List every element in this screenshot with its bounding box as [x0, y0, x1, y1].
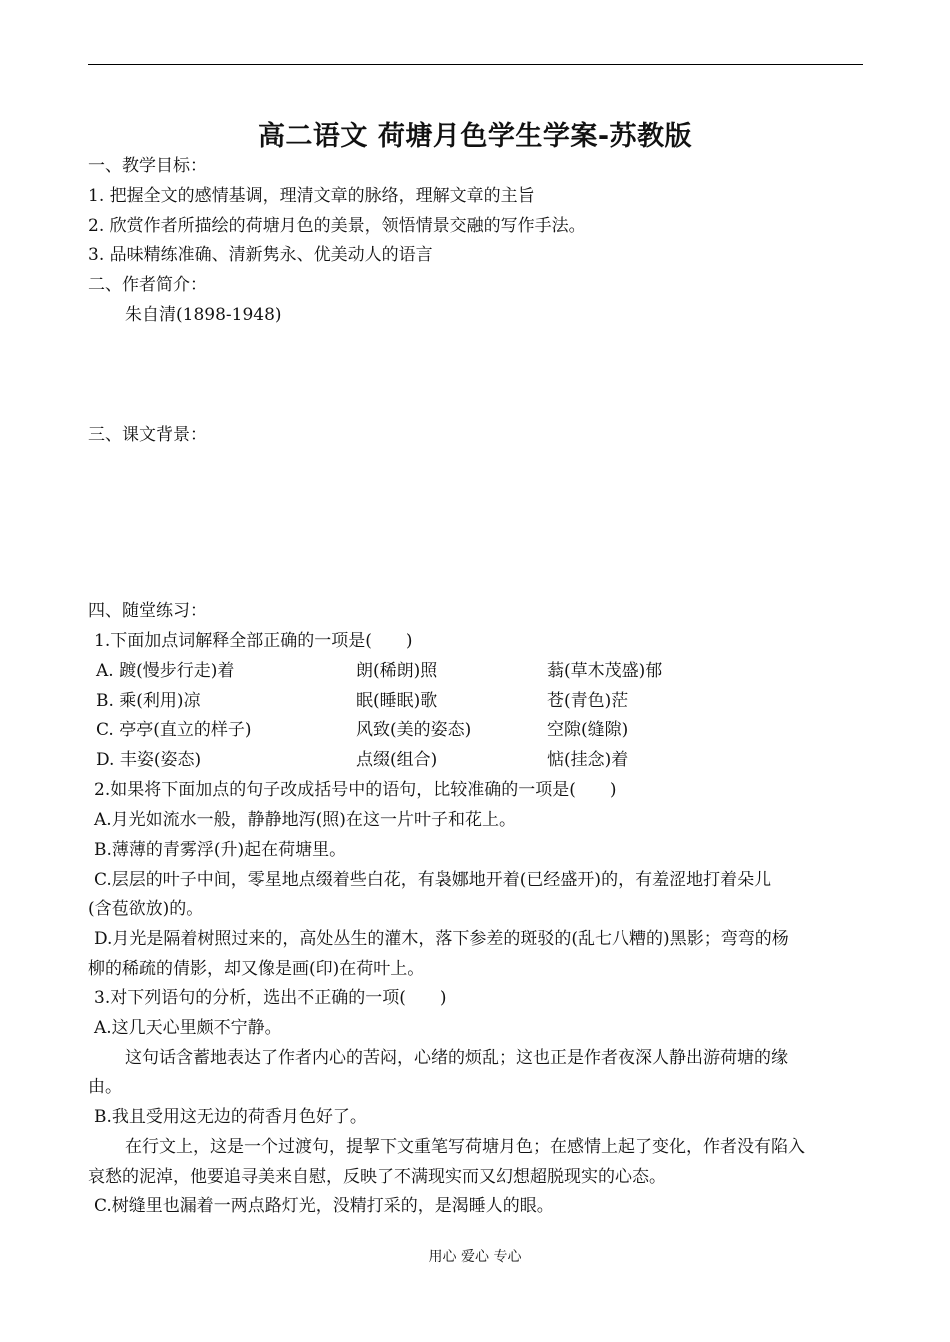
q1-option-d-3: 惦(挂念)着 — [547, 750, 629, 770]
q1-option-a-1: A. 踱(慢步行走)着 — [96, 661, 235, 681]
q2-option-d-cont: 柳的稀疏的倩影，却又像是画(印)在荷叶上。 — [88, 959, 425, 979]
q2-option-a: A.月光如流水一般，静静地泻(照)在这一片叶子和花上。 — [94, 810, 516, 830]
q1-option-d-2: 点缀(组合) — [356, 750, 438, 770]
author-name: 朱自清(1898-1948) — [125, 305, 282, 325]
q3-option-b-note: 在行文上，这是一个过渡句，提挈下文重笔写荷塘月色；在感情上起了变化，作者没有陷入 — [125, 1137, 805, 1157]
question-1-stem: 1.下面加点词解释全部正确的一项是( ) — [94, 631, 413, 651]
q2-option-c-cont: (含苞欲放)的。 — [88, 899, 204, 919]
section-heading-goals: 一、教学目标： — [88, 156, 207, 176]
q2-option-d: D.月光是隔着树照过来的，高处丛生的灌木，落下参差的斑驳的(乱七八糟的)黑影；弯弯的杨 — [94, 929, 789, 949]
q1-option-b-3: 苍(青色)茫 — [547, 691, 629, 711]
header-rule — [88, 64, 863, 65]
goal-item: 2. 欣赏作者所描绘的荷塘月色的美景，领悟情景交融的写作手法。 — [88, 216, 586, 236]
q3-option-a-note: 这句话含蓄地表达了作者内心的苦闷，心绪的烦乱；这也正是作者夜深人静出游荷塘的缘 — [125, 1048, 788, 1068]
q1-option-b-2: 眠(睡眠)歌 — [356, 691, 438, 711]
q3-option-c: C.树缝里也漏着一两点路灯光，没精打采的，是渴睡人的眼。 — [94, 1196, 554, 1216]
q2-option-b: B.薄薄的青雾浮(升)起在荷塘里。 — [94, 840, 347, 860]
page-footer: 用心 爱心 专心 — [428, 1249, 522, 1265]
q1-option-b-1: B. 乘(利用)凉 — [96, 691, 201, 711]
goal-item: 3. 品味精练准确、清新隽永、优美动人的语言 — [88, 245, 433, 265]
q3-option-b-note-cont: 哀愁的泥淖，他要追寻美来自慰，反映了不满现实而又幻想超脱现实的心态。 — [88, 1167, 666, 1187]
q3-option-a: A.这几天心里颇不宁静。 — [94, 1018, 282, 1038]
page-title: 高二语文 荷塘月色学生学案-苏教版 — [257, 121, 693, 152]
q1-option-d-1: D. 丰姿(姿态) — [96, 750, 202, 770]
q1-option-c-2: 风致(美的姿态) — [356, 720, 472, 740]
q2-option-c: C.层层的叶子中间，零星地点缀着些白花，有袅娜地开着(已经盛开)的，有羞涩地打着朵儿 — [94, 870, 772, 890]
section-heading-author: 二、作者简介： — [88, 275, 207, 295]
q1-option-a-2: 朗(稀朗)照 — [356, 661, 438, 681]
goal-item: 1. 把握全文的感情基调，理清文章的脉络，理解文章的主旨 — [88, 186, 535, 206]
q1-option-c-1: C. 亭亭(直立的样子) — [96, 720, 252, 740]
q1-option-c-3: 空隙(缝隙) — [547, 720, 629, 740]
section-heading-background: 三、课文背景： — [88, 425, 207, 445]
section-heading-exercises: 四、随堂练习： — [88, 601, 207, 621]
q3-option-b: B.我且受用这无边的荷香月色好了。 — [94, 1107, 367, 1127]
question-2-stem: 2.如果将下面加点的句子改成括号中的语句，比较准确的一项是( ) — [94, 780, 617, 800]
q1-option-a-3: 蓊(草木茂盛)郁 — [547, 661, 663, 681]
question-3-stem: 3.对下列语句的分析，选出不正确的一项( ) — [94, 988, 447, 1008]
q3-option-a-note-cont: 由。 — [88, 1077, 122, 1097]
